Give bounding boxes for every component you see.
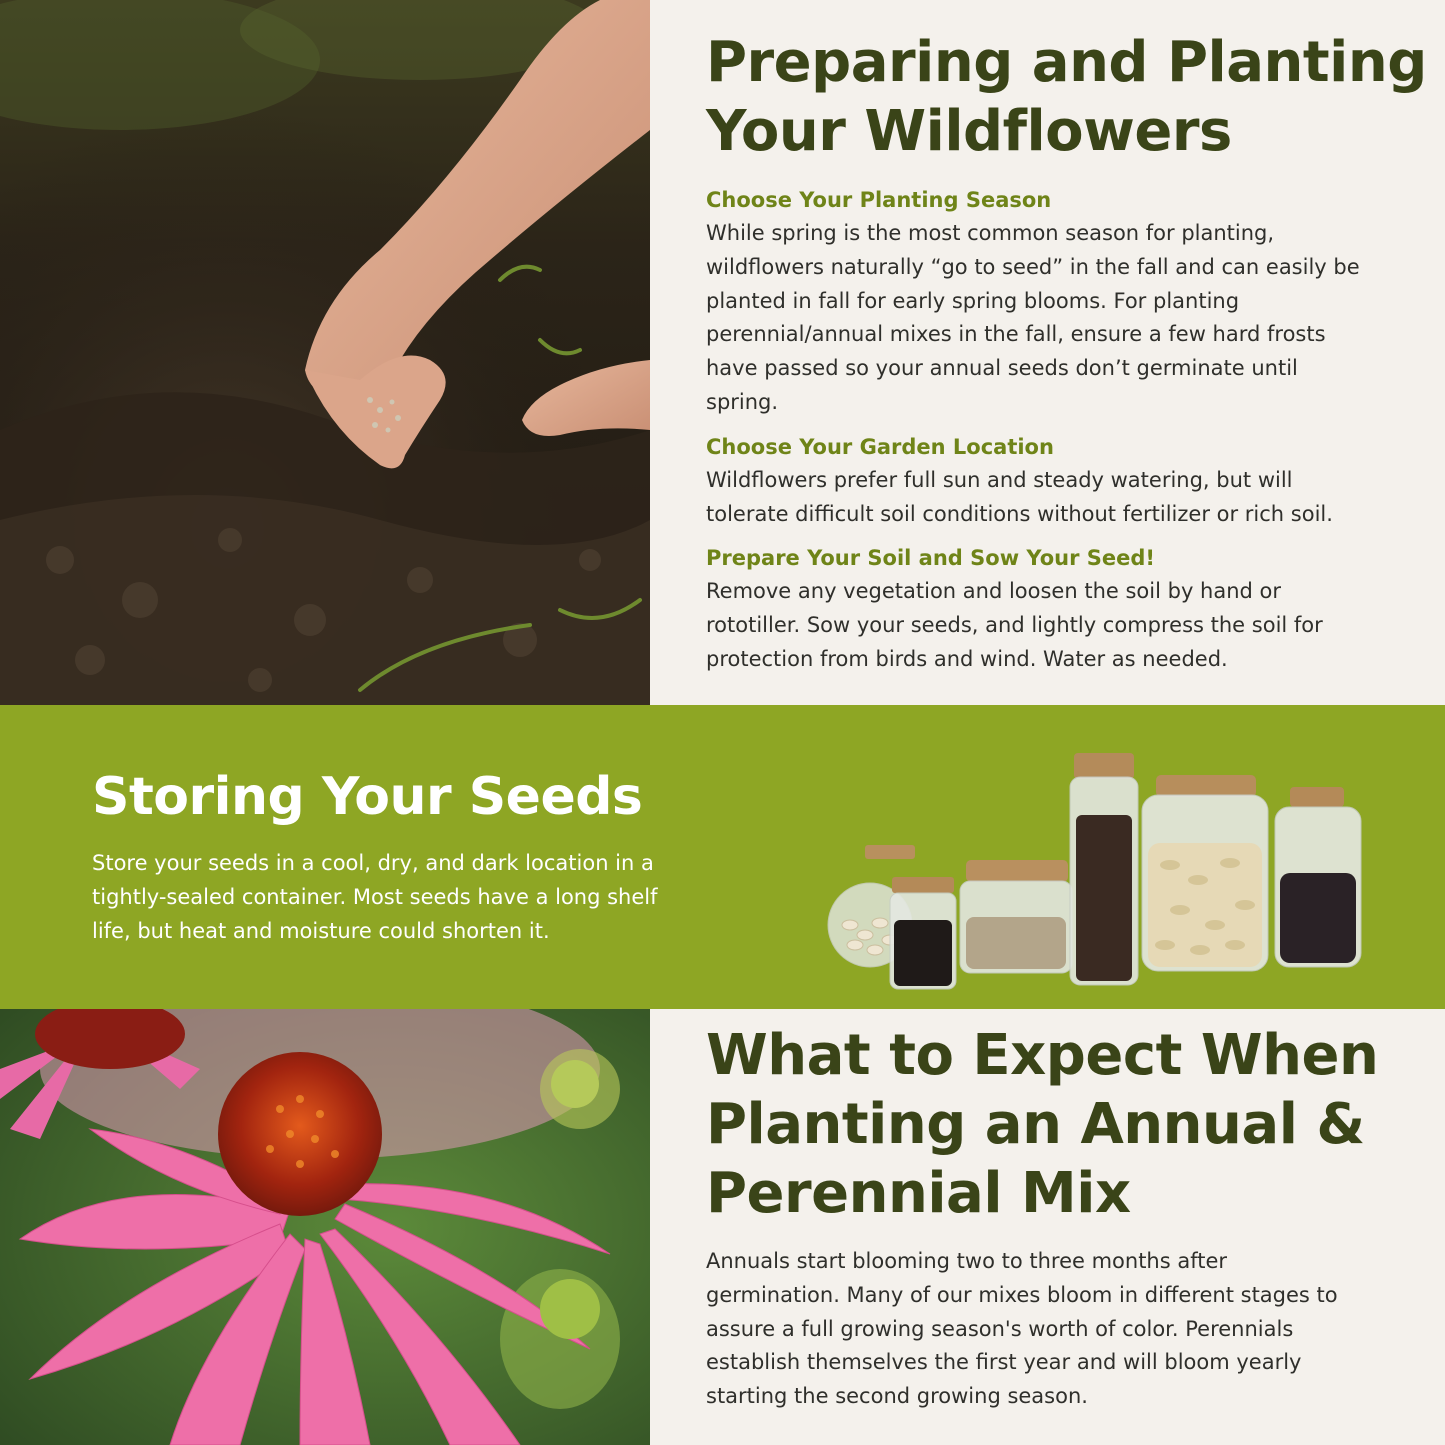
text-line: starting the second growing season. (706, 1384, 1088, 1409)
expectations-section (0, 1009, 1445, 1445)
text-line: While spring is the most common season for planting, (706, 221, 1275, 245)
text-line: Wildflowers prefer full sun and steady watering, but will (706, 468, 1293, 492)
text-line: Remove any vegetation and loosen the soil by hand or (706, 579, 1282, 603)
text-line: establish themselves the first year and will bloom yearly (706, 1350, 1302, 1375)
prepare-soil-heading: Prepare Your Soil and Sow Your Seed! (706, 546, 1155, 570)
planting-season-heading: Choose Your Planting Season (706, 188, 1052, 212)
expectations-text-panel (650, 1009, 1445, 1445)
text-line: assure a full growing season's worth of color. Perennials (706, 1316, 1294, 1341)
planting-text-panel (650, 0, 1445, 705)
expectations-text (706, 1245, 1406, 1414)
text-line: rototiller. Sow your seeds, and lightly compress the soil for (706, 612, 1323, 637)
text-line: protection from birds and wind. Water as needed. (706, 646, 1228, 671)
text-line: life, but heat and moisture could shorten it. (92, 918, 550, 943)
expectations-title (706, 1021, 1378, 1228)
pink-coneflower-image (0, 1009, 650, 1445)
text-line: Store your seeds in a cool, dry, and dark location in a (92, 851, 654, 875)
text-line: wildflowers naturally “go to seed” in the fall and can easily be (706, 254, 1360, 279)
text-line: perennial/annual mixes in the fall, ensure a few hard frosts (706, 322, 1326, 347)
jar-mixed-seeds (1275, 787, 1361, 967)
text-line: tolerate difficult soil conditions without fertilizer or rich soil. (706, 501, 1333, 526)
storing-seeds-title: Storing Your Seeds (92, 767, 643, 827)
hands-sowing-seeds-image (0, 0, 650, 705)
prepare-soil-block (706, 541, 1406, 676)
text-line: planted in fall for early spring blooms. For planting (706, 288, 1240, 313)
planting-section (0, 0, 1445, 705)
jar-black-seeds (890, 877, 956, 989)
soil-planting-photo (0, 0, 650, 705)
planting-title-line-1: Preparing and Planting (706, 30, 1427, 95)
text-line: germination. Many of our mixes bloom in different stages to (706, 1282, 1338, 1307)
planting-season-block (706, 183, 1406, 420)
text-line: Annuals start blooming two to three months after (706, 1249, 1228, 1273)
coneflower-photo (0, 1009, 650, 1445)
expectations-title-line-3: Perennial Mix (706, 1161, 1131, 1226)
storing-seeds-text (92, 847, 712, 948)
text-line: have passed so your annual seeds don’t germinate until (706, 356, 1298, 381)
text-line: spring. (706, 389, 779, 414)
storing-seeds-band (0, 705, 1445, 1009)
text-line: tightly-sealed container. Most seeds have a long shelf (92, 884, 658, 909)
expectations-title-line-1: What to Expect When (706, 1023, 1379, 1088)
jar-grass-seed (960, 860, 1072, 973)
garden-location-heading: Choose Your Garden Location (706, 435, 1054, 459)
planting-season-text (706, 217, 1406, 420)
garden-location-text (706, 464, 1406, 532)
planting-title (706, 28, 1427, 166)
prepare-soil-text (706, 575, 1406, 676)
planting-title-line-2: Your Wildflowers (706, 99, 1232, 164)
jar-tall-dark-seeds (1070, 753, 1138, 985)
expectations-title-line-2: Planting an Annual & (706, 1092, 1365, 1157)
jar-pumpkin-seeds (1142, 775, 1268, 971)
seed-jars-image (820, 745, 1380, 1005)
garden-location-block (706, 430, 1406, 532)
